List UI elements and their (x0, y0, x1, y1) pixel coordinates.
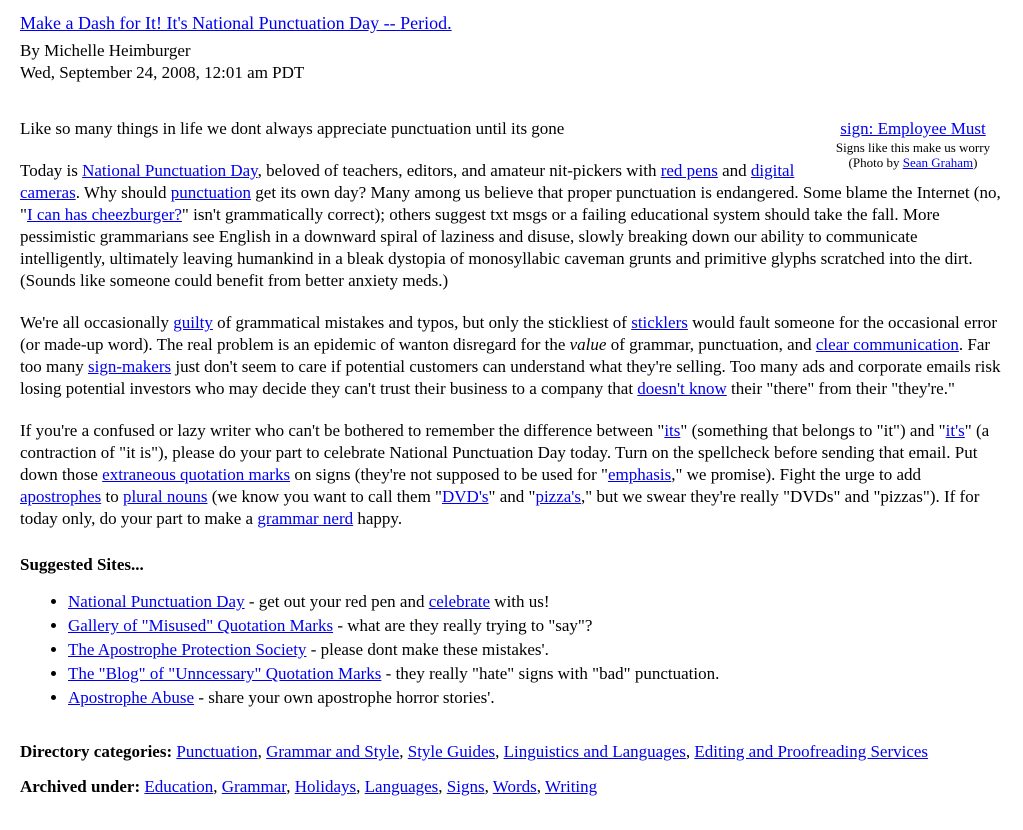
text-run: Like so many things in life we dont always appreciate punctuation until its gone (20, 119, 565, 138)
text-run: . Far too many (20, 335, 991, 376)
text-run: of grammatical mistakes and typos, but only the stickliest of (212, 313, 632, 332)
photo-link[interactable]: sign: Employee Must (840, 119, 986, 138)
separator: , (399, 742, 408, 761)
paragraph (20, 420, 1003, 530)
directory-categories-label: Directory categories: (20, 742, 177, 761)
archived-under-links (144, 777, 597, 796)
category-link[interactable]: Words (492, 777, 537, 796)
inline-link[interactable]: National Punctuation Day (68, 592, 245, 611)
separator: , (257, 742, 267, 761)
text-run: with us! (490, 592, 550, 611)
text-run: " and " (488, 487, 536, 506)
suggested-site-item (68, 638, 1003, 662)
suggested-sites-list (20, 590, 1003, 710)
inline-link[interactable]: it's (945, 421, 965, 440)
separator: , (685, 742, 695, 761)
paragraph (20, 312, 1003, 400)
inline-link[interactable]: clear communication (815, 335, 959, 354)
suggested-site-item (68, 590, 1003, 614)
inline-link[interactable]: doesn't know (637, 379, 727, 398)
directory-categories-row (20, 741, 1003, 763)
category-link[interactable]: Languages (364, 777, 439, 796)
directory-category-links (176, 742, 928, 761)
inline-link[interactable]: I can has cheezburger? (26, 205, 182, 224)
inline-link[interactable]: The "Blog" of "Unncessary" Quotation Marks (68, 664, 382, 683)
separator: , (484, 777, 493, 796)
credit-suffix: ) (973, 155, 978, 170)
inline-link[interactable]: red pens (660, 161, 718, 180)
category-link[interactable]: Grammar (221, 777, 287, 796)
text-run: just don't seem to care if potential customers can understand what they're selling. Too many ads and corporate emails risk losing potential investors who may decide they can't trust their business to a company that (20, 357, 1001, 398)
publish-date: Wed, September 24, 2008, 12:01 am PDT (20, 63, 305, 82)
article-title-link[interactable]: Make a Dash for It! It's National Punctuation Day -- Period. (20, 13, 452, 33)
inline-link[interactable]: guilty (173, 313, 213, 332)
separator: , (495, 742, 504, 761)
paragraph-text (20, 119, 564, 138)
category-link[interactable]: Style Guides (407, 742, 496, 761)
photographer-link[interactable]: Sean Graham (902, 155, 974, 170)
inline-link[interactable]: Apostrophe Abuse (68, 688, 195, 707)
suggested-site-item (68, 686, 1003, 710)
text-run: would fault someone for the occasional error (or made-up word). The real problem is an epidemic of wanton disregard for the (20, 313, 998, 354)
text-run: and (717, 161, 751, 180)
photo-credit (823, 155, 1003, 170)
separator: , (438, 777, 447, 796)
category-link[interactable]: Holidays (294, 777, 357, 796)
suggested-sites-heading: Suggested Sites... (20, 555, 144, 574)
byline: By Michelle Heimburger (20, 41, 191, 60)
inline-link[interactable]: National Punctuation Day (82, 161, 258, 180)
text-run: ," but we swear they're really "DVDs" and "pizzas"). If for today only, do your part to make a (20, 487, 980, 528)
separator: , (286, 777, 295, 796)
inline-link[interactable]: grammar nerd (257, 509, 354, 528)
inline-link[interactable]: pizza's (535, 487, 581, 506)
category-link[interactable]: Punctuation (176, 742, 258, 761)
separator: , (536, 777, 545, 796)
text-run: value (569, 335, 607, 354)
category-link[interactable]: Education (144, 777, 214, 796)
text-run: " isn't grammatically correct); others suggest txt msgs or a failing educational system should take the fall. More pessimistic grammarians see English in a downward spiral of laziness and disuse, slowly breaking down our ability to communicate intelligently, ultimately leaving humankind in a bleak dystopia of monosyllabic caveman grunts and primitive glyphs scratched into the dirt. (Sounds like someone could benefit from better anxiety meds.) (20, 205, 973, 290)
photo-caption: Signs like this make us worry (835, 140, 991, 155)
inline-link[interactable]: sign-makers (88, 357, 172, 376)
inline-link[interactable]: its (664, 421, 681, 440)
archived-under-row (20, 776, 1003, 798)
separator: , (213, 777, 222, 796)
category-link[interactable]: Signs (446, 777, 485, 796)
article-body (20, 118, 1003, 798)
text-run: We're all occasionally (20, 313, 174, 332)
text-run: " (a contraction of "it is"), please do your part to celebrate National Punctuation Day today. Turn on the spellcheck before sending that email. Put down those (20, 421, 990, 484)
text-run: - share your own apostrophe horror stories'. (194, 688, 495, 707)
separator: , (356, 777, 365, 796)
text-run: If you're a confused or lazy writer who can't be bothered to remember the difference between " (20, 421, 665, 440)
text-run: ," we promise). Fight the urge to add (671, 465, 921, 484)
credit-prefix: (Photo by (848, 155, 903, 170)
inline-link[interactable]: digital cameras (20, 161, 795, 202)
text-run: to (101, 487, 123, 506)
category-link[interactable]: Writing (544, 777, 598, 796)
inline-link[interactable]: The Apostrophe Protection Society (68, 640, 307, 659)
inline-link[interactable]: Gallery of "Misused" Quotation Marks (68, 616, 334, 635)
paragraph-intro (20, 118, 1003, 170)
text-run: - please dont make these mistakes'. (306, 640, 549, 659)
text-run: (we know you want to call them " (207, 487, 442, 506)
inline-link[interactable]: punctuation (170, 183, 252, 202)
inline-link[interactable]: celebrate (428, 592, 491, 611)
suggested-site-item (68, 662, 1003, 686)
inline-link[interactable]: DVD's (441, 487, 489, 506)
category-link[interactable]: Editing and Proofreading Services (694, 742, 929, 761)
text-run: happy. (353, 509, 403, 528)
article-header (20, 12, 1003, 84)
inline-link[interactable]: apostrophes (20, 487, 102, 506)
inline-link[interactable]: plural nouns (122, 487, 208, 506)
text-run: . Why should (75, 183, 171, 202)
paragraph (20, 160, 1003, 292)
category-link[interactable]: Linguistics and Languages (503, 742, 686, 761)
archived-under-label: Archived under: (20, 777, 145, 796)
category-link[interactable]: Grammar and Style (266, 742, 400, 761)
text-run: " (something that belongs to "it") and " (680, 421, 946, 440)
inline-link[interactable]: sticklers (631, 313, 688, 332)
suggested-site-item (68, 614, 1003, 638)
inline-link[interactable]: extraneous quotation marks (102, 465, 291, 484)
article-title (20, 12, 1003, 34)
text-run: , beloved of teachers, editors, and amateur nit-pickers with (257, 161, 661, 180)
text-run: their "there" from their "they're." (726, 379, 955, 398)
text-run: on signs (they're not supposed to be used for " (290, 465, 608, 484)
text-run: Today is (20, 161, 83, 180)
text-run: of grammar, punctuation, and (606, 335, 816, 354)
text-run: get its own day? Many among us believe that proper punctuation is endangered. Some blame the Internet (no, " (20, 183, 1001, 224)
text-run: - what are they really trying to "say"? (333, 616, 593, 635)
inline-link[interactable]: emphasis (607, 465, 672, 484)
photo-caption-box (823, 118, 1003, 170)
text-run: - get out your red pen and (244, 592, 429, 611)
text-run: - they really "hate" signs with "bad" punctuation. (381, 664, 720, 683)
